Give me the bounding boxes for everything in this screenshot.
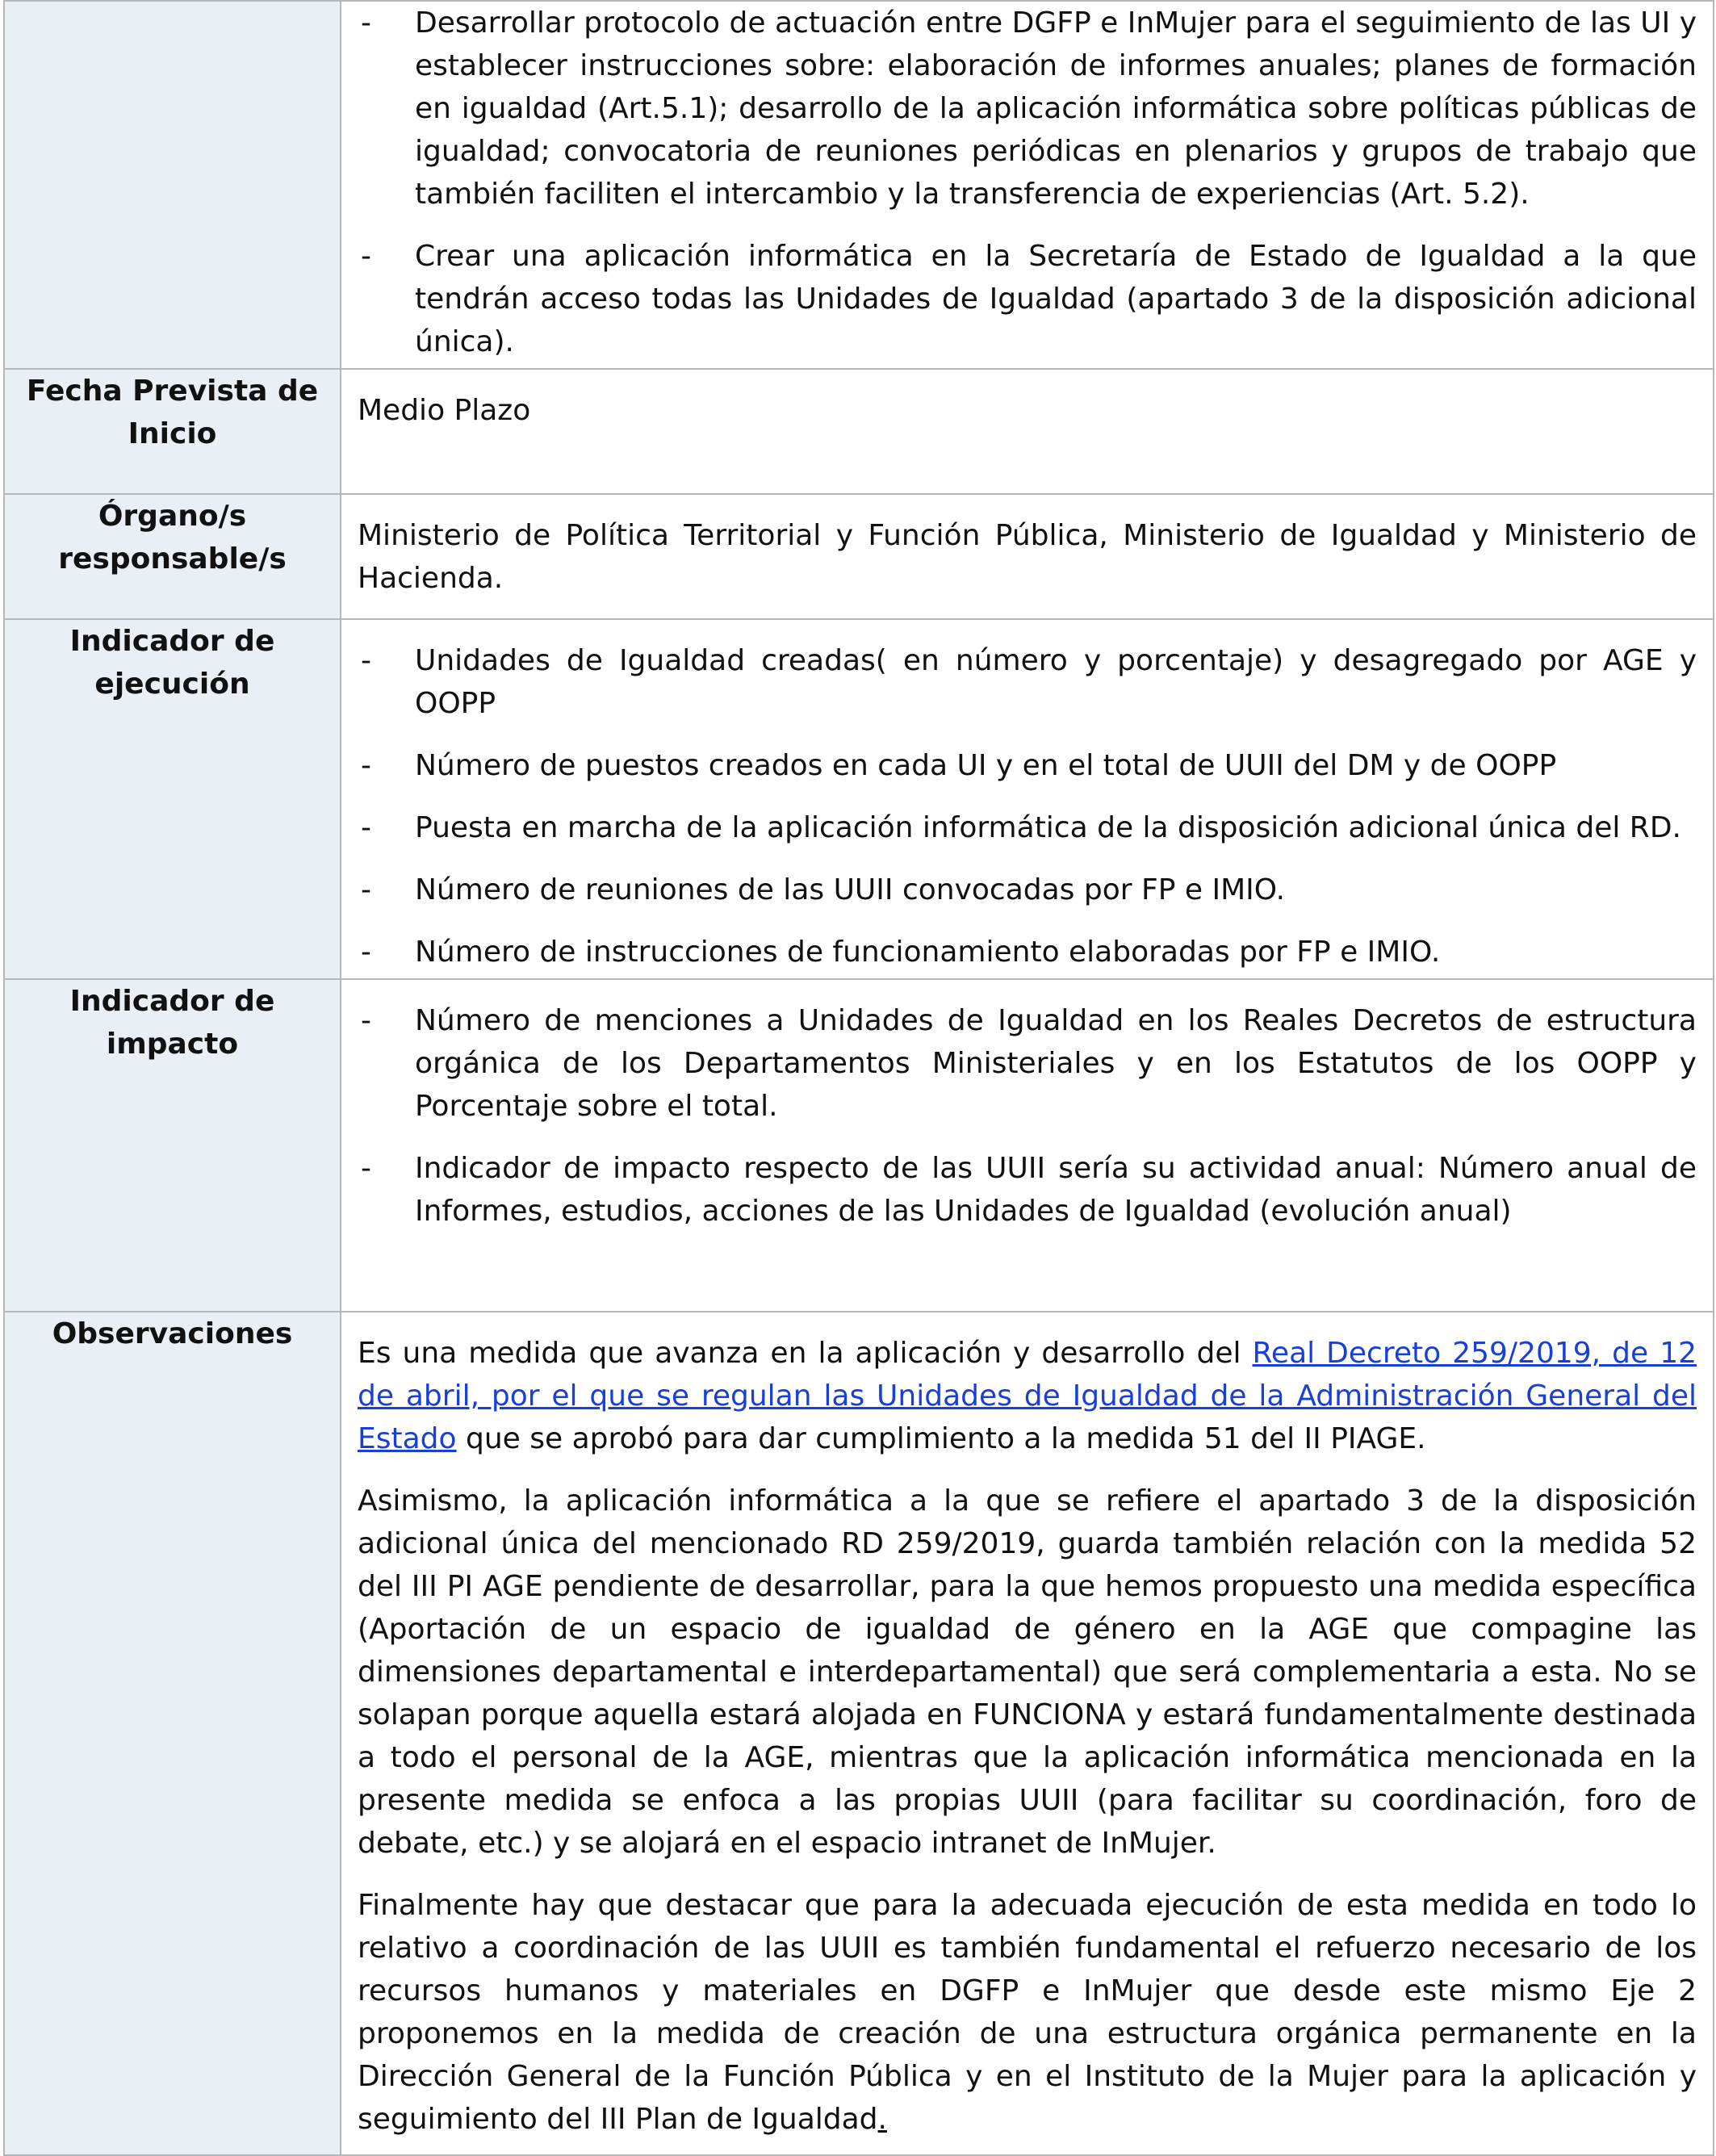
list-item-text: Indicador de impacto respecto de las UUII sería su actividad anual: Número anual de Informes, estudios, acciones de las Unidades de Igualdad (evolución anual) (415, 1152, 1697, 1228)
bullet-dash: - (361, 749, 371, 782)
start-date-label-text: Fecha Prevista de Inicio (26, 375, 319, 450)
responsible-label (4, 494, 341, 619)
impact-indicator-label-text: Indicador de impacto (69, 985, 275, 1061)
row-start-date (4, 369, 1714, 494)
list-item-text: Desarrollar protocolo de actuación entre DGFP e InMujer para el seguimiento de las UI y establecer instrucciones sobre: elaboración de informes anuales; planes de formación en igualdad (Art.5.1); desarrollo de la aplicación informática sobre políticas públicas de igualdad; convocatoria de reuniones periódicas en plenarios y grupos de trabajo que también faciliten el intercambio y la transferencia de experiencias (Art. 5.2). (415, 6, 1697, 211)
bullet-dash: - (361, 936, 371, 969)
execution-indicator-list (358, 639, 1697, 973)
list-item (358, 931, 1697, 973)
observations-p1-text: Es una medida que avanza en la aplicación y desarrollo del (358, 1337, 1253, 1370)
row-observations (4, 1312, 1714, 2155)
observations-p1-tail: que se aprobó para dar cumplimiento a la medida 51 del II PIAGE. (456, 1422, 1426, 1455)
list-item (358, 2, 1697, 216)
execution-indicator-value-cell (341, 619, 1714, 979)
list-item-text: Número de reuniones de las UUII convocadas por FP e IMIO. (415, 873, 1286, 906)
bullet-dash: - (361, 1004, 371, 1037)
observations-label-text: Observaciones (52, 1317, 293, 1350)
bullet-dash: - (361, 1152, 371, 1185)
list-item-text: Crear una aplicación informática en la Secretaría de Estado de Igualdad a la que tendrán acceso todas las Unidades de Igualdad (apartado 3 de la disposición adicional única). (415, 240, 1697, 358)
list-item (358, 744, 1697, 787)
row-impact-indicator (4, 979, 1714, 1312)
bullet-dash: - (361, 644, 371, 677)
observations-value-cell (341, 1312, 1714, 2155)
row-execution-indicator (4, 619, 1714, 979)
actions-value-cell (341, 1, 1714, 369)
responsible-value: Ministerio de Política Territorial y Función Pública, Ministerio de Igualdad y Ministerio de Hacienda. (358, 519, 1697, 595)
observations-paragraph-1 (358, 1332, 1697, 1460)
observations-label (4, 1312, 341, 2155)
bullet-dash: - (361, 6, 371, 40)
start-date-label (4, 369, 341, 494)
list-item-text: Puesta en marcha de la aplicación informática de la disposición adicional única del RD. (415, 811, 1681, 844)
impact-indicator-list (358, 999, 1697, 1233)
list-item-text: Número de menciones a Unidades de Igualdad en los Reales Decretos de estructura orgánica de los Departamentos Ministeriales y en los Estatutos de los OOPP y Porcentaje sobre el total. (415, 1004, 1697, 1123)
list-item-text: Unidades de Igualdad creadas( en número y porcentaje) y desagregado por AGE y OOPP (415, 644, 1697, 720)
measure-table (3, 0, 1714, 2156)
actions-label-cell (4, 1, 341, 369)
start-date-value-cell (341, 369, 1714, 494)
impact-indicator-label (4, 979, 341, 1312)
bullet-dash: - (361, 873, 371, 906)
responsible-value-cell (341, 494, 1714, 619)
row-responsible (4, 494, 1714, 619)
execution-indicator-label-text: Indicador de ejecución (69, 625, 275, 701)
list-item (358, 806, 1697, 849)
observations-p3-period: . (877, 2103, 887, 2136)
list-item-text: Número de puestos creados en cada UI y en el total de UUII del DM y de OOPP (415, 749, 1557, 782)
list-item (358, 639, 1697, 725)
execution-indicator-label (4, 619, 341, 979)
responsible-label-text: Órgano/s responsable/s (58, 500, 287, 576)
list-item (358, 999, 1697, 1128)
observations-p3-text: Finalmente hay que destacar que para la adecuada ejecución de esta medida en todo lo relativo a coordinación de las UUII es también fundamental el refuerzo necesario de los recursos humanos y materiales en DGFP e InMujer que desde este mismo Eje 2 proponemos en la medida de creación de una estructura orgánica permanente en la Dirección General de la Función Pública y en el Instituto de la Mujer para la aplicación y seguimiento del III Plan de Igualdad (358, 1889, 1697, 2136)
row-actions (4, 1, 1714, 369)
observations-paragraph-2: Asimismo, la aplicación informática a la que se refiere el apartado 3 de la disposición adicional única del mencionado RD 259/2019, guarda también relación con la medida 52 del III PI AGE pendiente de desarrollar, para la que hemos propuesto una medida específica (Aportación de un espacio de igualdad de género en la AGE que compagine las dimensiones departamental e interdepartamental) que será complementaria a esta. No se solapan porque aquella estará alojada en FUNCIONA y estará fundamentalmente destinada a todo el personal de la AGE, mientras que la aplicación informática mencionada en la presente medida se enfoca a las propias UUII (para facilitar su coordinación, foro de debate, etc.) y se alojará en el espacio intranet de InMujer. (358, 1484, 1697, 1860)
list-item (358, 235, 1697, 363)
bullet-dash: - (361, 811, 371, 844)
actions-list (358, 2, 1697, 363)
list-item (358, 1147, 1697, 1233)
impact-indicator-value-cell (341, 979, 1714, 1312)
start-date-value: Medio Plazo (358, 394, 531, 427)
observations-paragraph-3 (358, 1884, 1697, 2141)
list-item (358, 869, 1697, 911)
real-decreto-link[interactable]: Real Decreto 259/2019, de 12 de abril, por el que se regulan las Unidades de Igualdad de la Administración General del Estado (358, 1337, 1697, 1455)
list-item-text: Número de instrucciones de funcionamiento elaboradas por FP e IMIO. (415, 936, 1441, 969)
bullet-dash: - (361, 240, 371, 273)
